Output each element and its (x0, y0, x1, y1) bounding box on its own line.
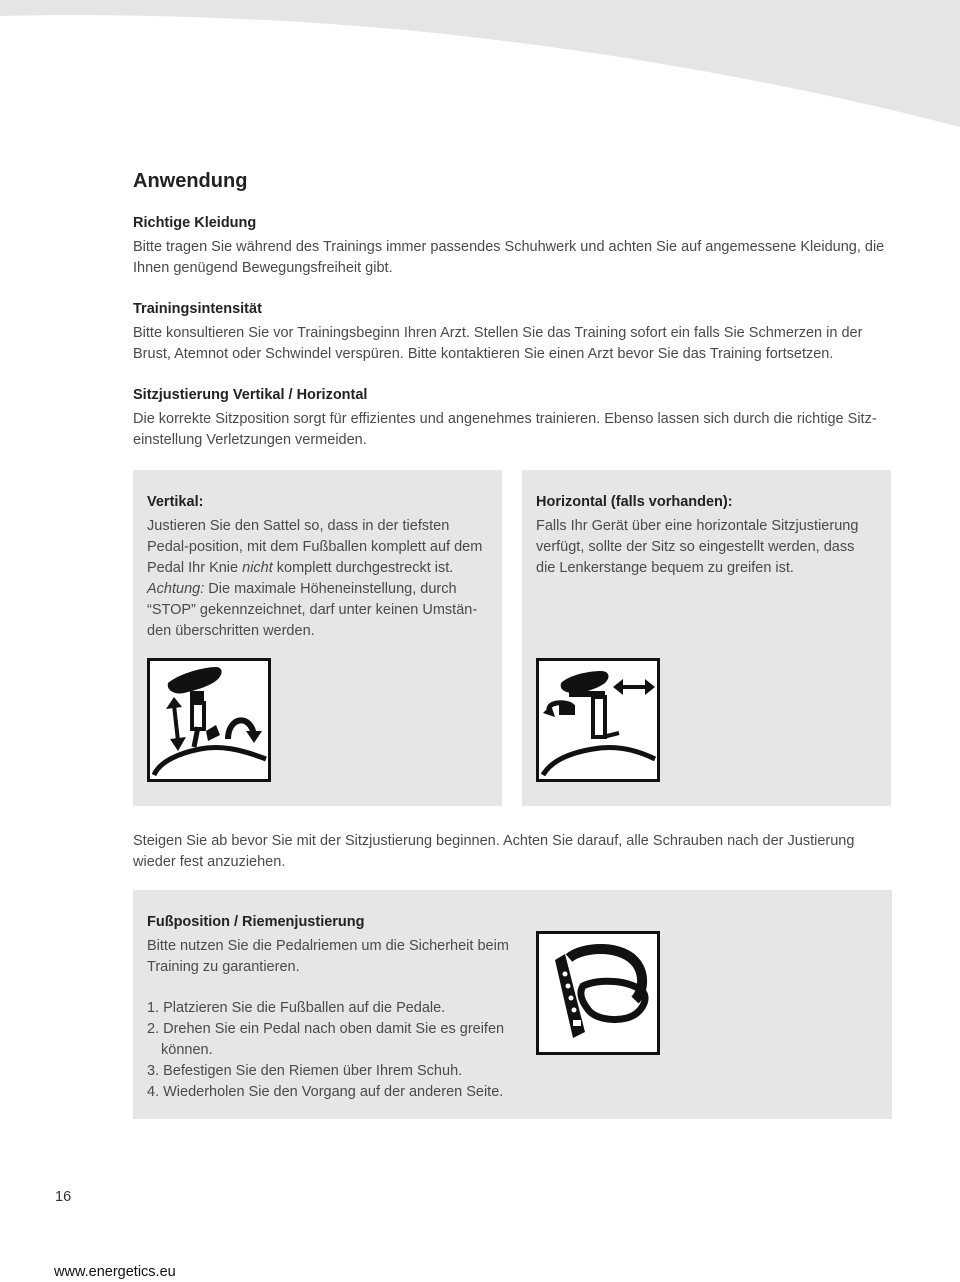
vertical-text-part1: Justieren Sie den Sattel so, dass in der tiefsten Pedal-position, mit dem Fußballen komplett auf dem Pedal Ihr Knie (147, 518, 483, 576)
horizontal-text: Falls Ihr Gerät über eine horizontale Sitzjustierung verfügt, sollte der Sitz so eingestellt werden, dass die Lenkerstange bequem zu greifen ist. (536, 518, 859, 576)
section-seat-adjust (133, 387, 893, 451)
seat-horizontal-adjust-icon (536, 658, 660, 782)
vertical-text-part2: komplett durchgestreckt ist. (272, 560, 454, 576)
header-swoosh (0, 0, 960, 140)
achtung-label: Achtung: (147, 581, 205, 597)
horizontal-panel (522, 470, 891, 806)
vertical-text-emphasis: nicht (242, 560, 273, 576)
pedal-strap-icon (536, 931, 660, 1055)
foot-position-panel (133, 890, 892, 1119)
achtung-text: Die maximale Höheneinstellung, durch “STOP” gekennzeichnet, darf unter keinen Umstän-den überschritten werden. (147, 581, 478, 639)
safety-note: Steigen Sie ab bevor Sie mit der Sitzjustierung beginnen. Achten Sie darauf, alle Schrauben nach der Justierung wieder fest anzuziehen. (133, 833, 855, 870)
section-text: Die korrekte Sitzposition sorgt für effizientes und angenehmes trainieren. Ebenso lassen sich durch die richtige Sitz-einstellung Verletzungen vermeiden. (133, 411, 877, 448)
vertical-panel (133, 470, 502, 806)
page-number: 16 (55, 1189, 72, 1205)
foot-title: Fußposition / Riemenjustierung (147, 914, 365, 930)
list-item: 4. Wiederholen Sie den Vorgang auf der anderen Seite. (147, 1084, 504, 1100)
section-text: Bitte konsultieren Sie vor Trainingsbeginn Ihren Arzt. Stellen Sie das Training sofort ein falls Sie Schmerzen in der Brust, Atemnot oder Schwindel verspüren. Bitte kontaktieren Sie einen Arzt bevor Sie das Training fortsetzen. (133, 325, 863, 362)
section-title: Sitzjustierung Vertikal / Horizontal (133, 387, 368, 403)
list-item: 3. Befestigen Sie den Riemen über Ihrem Schuh. (147, 1063, 463, 1079)
footer-url: www.energetics.eu (54, 1264, 176, 1280)
page-heading: Anwendung (133, 170, 248, 192)
section-title: Trainingsintensität (133, 301, 262, 317)
vertical-title: Vertikal: (147, 494, 204, 510)
foot-intro: Bitte nutzen Sie die Pedalriemen um die Sicherheit beim Training zu garantieren. (147, 938, 509, 975)
section-clothing (133, 215, 893, 279)
section-intensity (133, 301, 893, 365)
main-content (133, 170, 893, 451)
vertical-text (147, 516, 487, 642)
list-item: 1. Platzieren Sie die Fußballen auf die Pedale. (147, 1000, 446, 1016)
section-title: Richtige Kleidung (133, 215, 257, 231)
seat-height-adjust-icon (147, 658, 271, 782)
list-item: 2. Drehen Sie ein Pedal nach oben damit Sie es greifen können. (147, 1021, 505, 1058)
seat-adjust-panels (133, 470, 892, 806)
horizontal-title: Horizontal (falls vorhanden): (536, 494, 733, 510)
foot-steps (147, 998, 527, 1103)
section-text: Bitte tragen Sie während des Trainings immer passendes Schuhwerk und achten Sie auf angemessene Kleidung, die Ihnen genügend Bewegungsfreiheit gibt. (133, 239, 885, 276)
